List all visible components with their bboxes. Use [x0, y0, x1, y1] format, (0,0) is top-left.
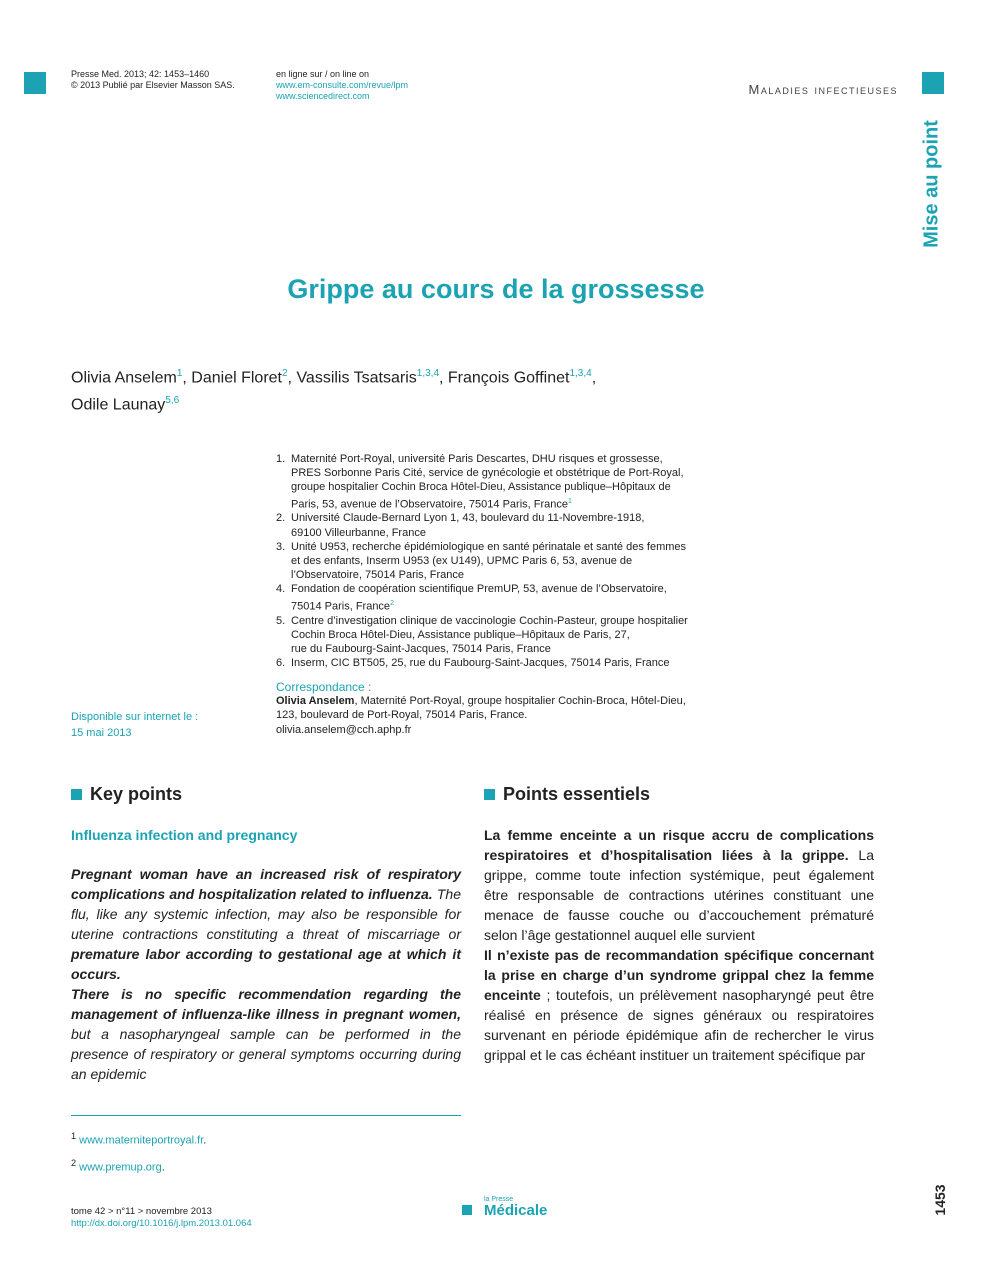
author: François Goffinet — [447, 369, 570, 387]
author-affiliation-ref: 1,3,4 — [416, 368, 440, 379]
author: Olivia Anselem — [71, 369, 177, 387]
points-essentiels-heading — [484, 784, 650, 805]
journal-citation: Presse Med. 2013; 42: 1453–1460 — [71, 69, 210, 79]
key-points-paragraph: There is no specific recommendation regarding the management of influenza-like illness in pregnant women, but a nasopharyngeal sample can be performed in the presence of respiratory or general symptoms occurring during an epidemic — [71, 986, 461, 1082]
journal-logo — [462, 1196, 547, 1218]
page-number — [910, 1180, 970, 1220]
affiliation-item: 2. Université Claude-Bernard Lyon 1, 43, boulevard du 11-Novembre-1918, 69100 Villeurbanne, France — [276, 512, 645, 539]
logo-big-text: Médicale — [484, 1202, 548, 1219]
footnote-link[interactable]: www.materniteportroyal.fr — [79, 1134, 204, 1147]
author: Daniel Floret — [191, 369, 282, 387]
author: Odile Launay — [71, 396, 166, 414]
copyright: © 2013 Publié par Elsevier Masson SAS. — [71, 80, 235, 90]
issue-info: tome 42 > n°11 > novembre 2013 — [71, 1206, 212, 1217]
affiliation-item: 3. Unité U953, recherche épidémiologique en santé périnatale et santé des femmes et des enfants, Inserm U953 (ex U149), UPMC Paris 6, 53, avenue de l’Observatoire, 75014 Paris, France — [276, 540, 687, 582]
sciencedirect-link[interactable]: www.sciencedirect.com — [276, 91, 370, 101]
footnote-ref[interactable]: 1 — [567, 497, 572, 505]
availability-label: Disponible sur internet le : — [71, 711, 199, 723]
online-label: en ligne sur / on line on — [276, 69, 370, 79]
side-tab — [902, 114, 962, 254]
availability-note — [71, 709, 231, 741]
footer-citation — [71, 1206, 252, 1230]
author-affiliation-ref: 2 — [281, 368, 288, 379]
author-list: Olivia Anselem$^1$, Daniel Floret$^2$, Vassilis Tsatsaris$^{1,3,4}$, François Goffinet$^{1,3,4}$, Odile Launay$^{5,6}$ — [71, 368, 597, 414]
correspondence-address-2: 123, boulevard de Port-Royal, 75014 Paris, France. — [276, 709, 528, 722]
corner-square-left — [24, 72, 46, 94]
affiliation-item: 4. Fondation de coopération scientifique PremUP, 53, avenue de l’Observatoire, 75014 Paris, France$^2$ — [276, 583, 667, 613]
points-essentiels-heading-text: Points essentiels — [503, 784, 651, 804]
heading-bullet-icon — [484, 789, 495, 800]
affiliation-item: 6. Inserm, CIC BT505, 25, rue du Faubourg-Saint-Jacques, 75014 Paris, France — [276, 657, 670, 670]
availability-date: 15 mai 2013 — [71, 727, 132, 739]
footnote-ref[interactable]: 2 — [390, 599, 394, 607]
key-points-heading-text: Key points — [90, 784, 183, 804]
footnote-link[interactable]: www.premup.org — [79, 1161, 162, 1174]
author-affiliation-ref: 1 — [176, 368, 183, 379]
correspondence-email[interactable]: olivia.anselem@cch.aphp.fr — [276, 723, 412, 736]
em-consulte-link[interactable]: www.em-consulte.com/revue/lpm — [276, 80, 409, 90]
section-label: Maladies infectieuses — [748, 82, 898, 97]
heading-bullet-icon — [71, 789, 82, 800]
logo-small-text: la Presse — [484, 1196, 514, 1203]
correspondence-label: Correspondance : — [276, 680, 372, 694]
article-title: Grippe au cours de la grossesse — [287, 274, 705, 304]
correspondence-address: , Maternité Port-Royal, groupe hospitalier Cochin-Broca, Hôtel-Dieu, — [354, 695, 686, 708]
affiliation-item: 5. Centre d’investigation clinique de vaccinologie Cochin-Pasteur, groupe hospitalier Cochin Broca Hôtel-Dieu, Assistance publique–Hôpitaux de Paris, 27, rue du Faubourg-Saint-Jacques, 75014 Paris, France — [276, 614, 688, 655]
corner-square-right — [922, 72, 944, 94]
affiliation-list — [276, 452, 706, 670]
correspondence-block — [276, 680, 706, 737]
logo-square-icon — [462, 1205, 472, 1215]
page-number-text: 1453 — [932, 1184, 948, 1216]
key-points-heading — [71, 784, 182, 805]
side-tab-label: Mise au point — [920, 120, 943, 248]
footnote: $^1$ www.materniteportroyal.fr. — [71, 1131, 207, 1147]
footnote: $^2$ www.premup.org. — [71, 1158, 165, 1174]
author-affiliation-ref: 1,3,4 — [569, 368, 592, 379]
affiliation-item: 1. Maternité Port-Royal, université Paris Descartes, DHU risques et grossesse, PRES Sorbonne Paris Cité, service de gynécologie et obstétrique de Port-Royal, groupe hospitalier Cochin Broca Hôtel-Dieu, Assistance publique–Hôpitaux de Paris, 53, avenue de l’Observatoire, 75014 Paris, France$^1$ — [276, 453, 684, 511]
key-points-paragraph: Pregnant woman have an increased risk of respiratory complications and hospitalization related to influenza. The flu, like any systemic infection, may also be responsible for uterine contractions constituting a threat of miscarriage or premature labor according to gestational age at which it occurs. — [71, 866, 462, 982]
footnote-divider — [71, 1115, 461, 1116]
author: Vassilis Tsatsaris — [296, 369, 417, 387]
points-essentiels-paragraph: La femme enceinte a un risque accru de complications respiratoires et d’hospitalisation liées à la grippe. La grippe, comme toute infection systémique, peut également être responsable de contractions utérines constituant une menace de fausse couche ou d’accouchement prématuré selon l’âge gestationnel auquel elle survient — [484, 827, 874, 943]
key-points-body — [71, 864, 461, 1084]
author-affiliation-ref: 5,6 — [165, 395, 180, 407]
points-essentiels-paragraph: Il n’existe pas de recommandation spécifique concernant la prise en charge d’un syndrome grippal chez la femme enceinte ; toutefois, un prélèvement nasopharyngé peut être réalisé en présence de signes généraux ou respiratoires survenant en période épidémique afin de rechercher le virus grippal et le cas échéant instituer un traitement spécifique par — [484, 947, 874, 1063]
online-availability — [276, 69, 408, 102]
journal-reference — [71, 69, 235, 91]
correspondence-name: Olivia Anselem — [276, 695, 355, 708]
doi-link[interactable]: http://dx.doi.org/10.1016/j.lpm.2013.01.064 — [71, 1218, 252, 1229]
key-points-subheading: Influenza infection and pregnancy — [71, 827, 298, 843]
points-essentiels-body — [484, 825, 874, 1065]
